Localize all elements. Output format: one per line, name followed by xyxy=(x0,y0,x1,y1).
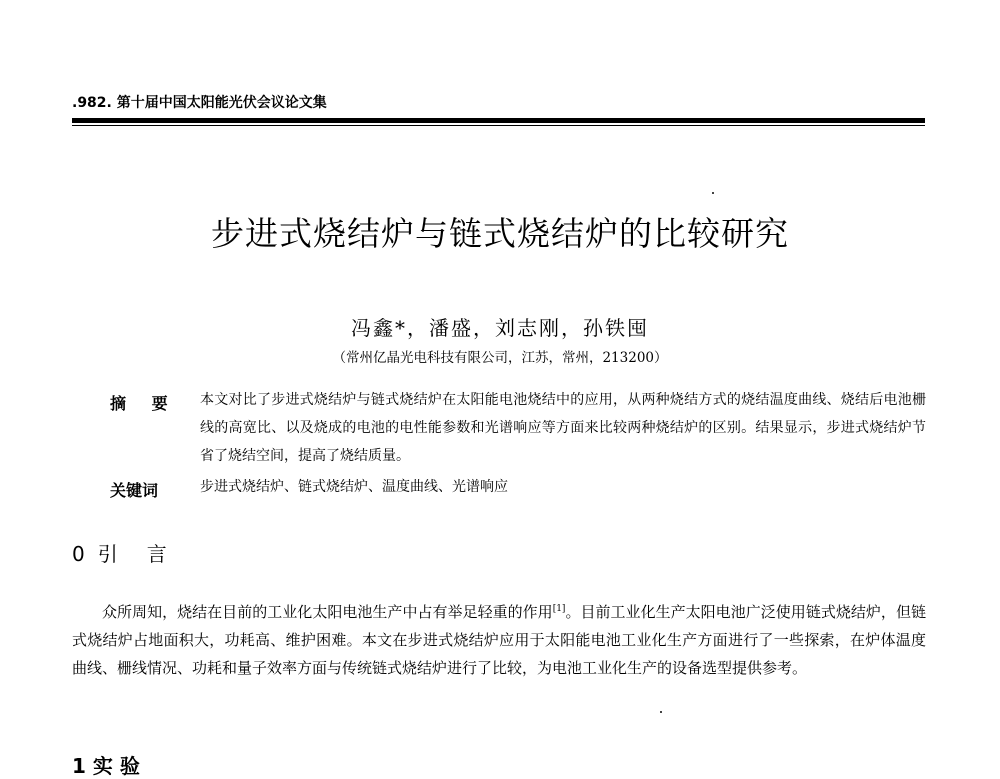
keywords-text: 步进式烧结炉、链式烧结炉、温度曲线、光谱响应 xyxy=(200,479,508,495)
section-heading-experiment-cutoff: 1 实 验 xyxy=(72,754,140,778)
abstract-label: 摘 要 xyxy=(110,394,178,413)
introduction-paragraph xyxy=(72,598,926,682)
intro-text-part1: 众所周知，烧结在目前的工业化太阳电池生产中占有举足轻重的作用 xyxy=(102,603,553,621)
header-rule-thin xyxy=(72,125,925,126)
section-title-char-2: 言 xyxy=(146,542,170,566)
citation-ref: [1] xyxy=(552,604,566,614)
author-affiliation: （常州亿晶光电科技有限公司，江苏，常州，213200） xyxy=(332,350,668,366)
keywords-label: 关键词 xyxy=(110,481,159,500)
abstract-text: 本文对比了步进式烧结炉与链式烧结炉在太阳能电池烧结中的应用，从两种烧结方式的烧结温度曲线、烧结后电池栅线的高宽比、以及烧成的电池的电性能参数和光谱响应等方面来比较两种烧结炉的区别。结果显示，步进式烧结炉节省了烧结空间，提高了烧结质量。 xyxy=(200,392,926,464)
intro-text-part2: 。目前工业化生产太阳电池广泛使用链式烧结炉，但链式烧结炉占地面积大，功耗高、维护困难。本文在步进式烧结炉应用于太阳能电池工业化生产方面进行了一些探索，在炉体温度曲线、栅线情况、功耗和量子效率方面与传统链式烧结炉进行了比较，为电池工业化生产的设备选型提供参考。 xyxy=(72,603,926,677)
scan-speck xyxy=(712,192,714,194)
paper-title: 步进式烧结炉与链式烧结炉的比较研究 xyxy=(211,214,789,253)
section-heading-introduction xyxy=(72,538,170,567)
scan-speck xyxy=(660,711,662,713)
header-rule-thick xyxy=(72,118,925,123)
author-list: 冯鑫*，潘盛，刘志刚，孙铁囤 xyxy=(351,316,649,340)
running-header: .982. 第十届中国太阳能光伏会议论文集 xyxy=(72,95,327,111)
section-number: 0 xyxy=(72,542,88,566)
section-title-char-1: 引 xyxy=(97,542,121,566)
